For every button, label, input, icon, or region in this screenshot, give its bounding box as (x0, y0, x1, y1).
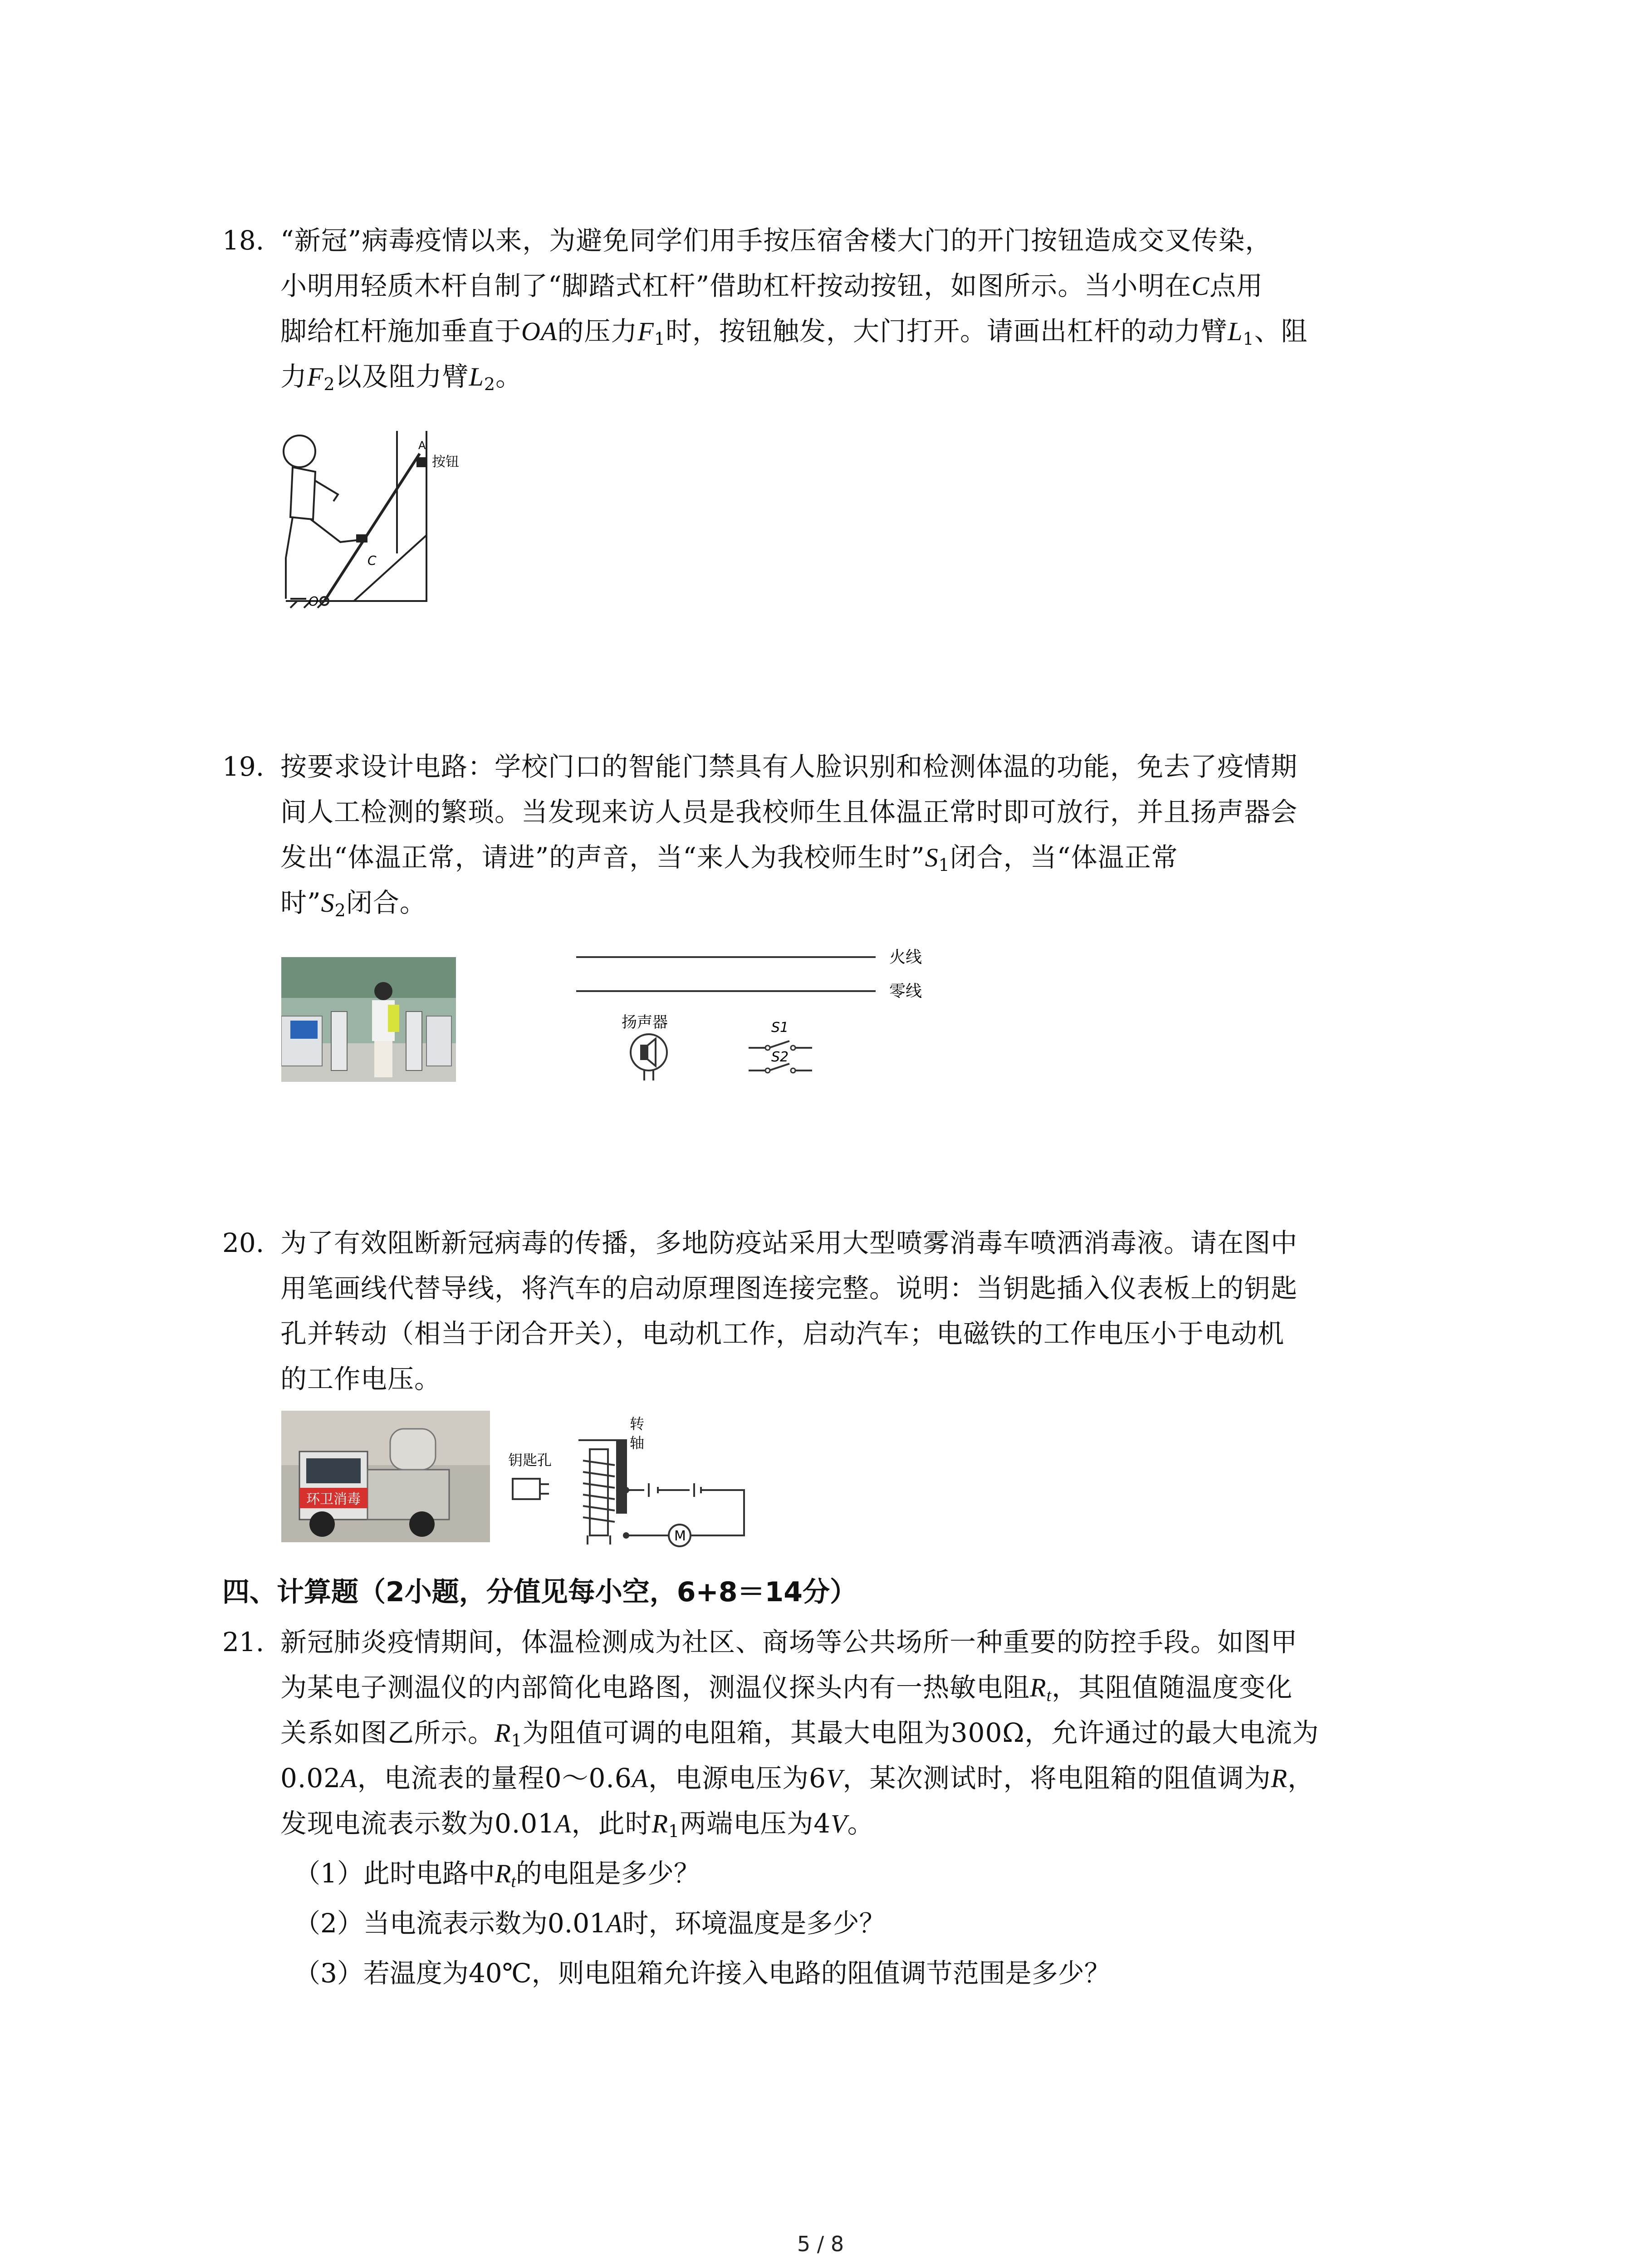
svg-text:轴: 轴 (630, 1434, 645, 1452)
question-number: 20. (222, 1227, 265, 1258)
svg-text:M: M (674, 1528, 686, 1544)
sub-question-1: （1）此时电路中$R_t$的电阻是多少？ (294, 1858, 700, 1891)
svg-text:钥匙孔: 钥匙孔 (508, 1452, 552, 1469)
svg-text:环卫消毒: 环卫消毒 (306, 1491, 361, 1507)
lever-figure (272, 426, 485, 617)
circuit-figure-19 (576, 948, 953, 1089)
truck-photo (281, 1411, 490, 1542)
question-text: “新冠”病毒疫情以来，为避免同学们用手按压宿舍楼大门的开门按钮造成交叉传染， 小明用轻质木杆自制了“脚踏式杠杆”借助杠杆按动按钮，如图所示。当小明在C点用 脚给杠杆施加垂直于OA的压力$F_1$时，按钮触发，大门打开。请画出杠杆的动力臂$L_1$、阻 力$F_2$以及阻力臂$L_2$。 (280, 225, 1308, 394)
question-text: 为了有效阻断新冠病毒的传播，多地防疫站采用大型喷雾消毒车喷洒消毒液。请在图中 用笔画线代替导线，将汽车的启动原理图连接完整。说明：当钥匙插入仪表板上的钥匙 孔并转动（相当于闭合开关），电动机工作，启动汽车；电磁铁的工作电压小于电动机 的工作电压。 (280, 1227, 1298, 1394)
question-number: 21. (222, 1627, 265, 1657)
svg-text:C: C (367, 553, 377, 568)
gate-photo (281, 957, 456, 1082)
section-heading: 四、计算题（2小题，分值见每小空，6+8＝14分） (222, 1576, 857, 1608)
page-number: 5 / 8 (797, 2232, 844, 2256)
question-number: 18. (222, 225, 265, 256)
question-number: 19. (222, 751, 265, 782)
svg-text:按钮: 按钮 (432, 454, 459, 470)
svg-text:扬声器: 扬声器 (622, 1013, 668, 1031)
svg-text:零线: 零线 (889, 982, 922, 1001)
svg-text:A: A (418, 439, 426, 452)
foot-icon (356, 534, 367, 543)
sub-question-2: （2）当电流表示数为0.01A时，环境温度是多少？ (294, 1908, 886, 1939)
svg-text:转: 转 (630, 1415, 645, 1432)
question-text: 按要求设计电路：学校门口的智能门禁具有人脸识别和检测体温的功能，免去了疫情期 间人工检测的繁琐。当发现来访人员是我校师生且体温正常时即可放行，并且扬声器会 发出“体温正常，请进”的声音，当“来人为我校师生时$”S_1$闭合，当“体温正常 时$”S_2$闭合。 (280, 751, 1298, 920)
svg-text:S2: S2 (771, 1049, 789, 1065)
svg-text:O: O (309, 594, 319, 609)
button-icon (416, 457, 426, 467)
question-text: 新冠肺炎疫情期间，体温检测成为社区、商场等公共场所一种重要的防控手段。如图甲 为某电子测温仪的内部简化电路图，测温仪探头内有一热敏电阻$R_t$，其阻值随温度变化 关系如图乙所示。$R_1$为阻值可调的电阻箱，其最大电阻为300Ω，允许通过的最大电流为 0.02A，电流表的量程0～0.6A，电源电压为6V，某次测试时，将电阻箱的阻值调为R， 发现电流表示数为0.01A，此时$R_1$两端电压为4V。 (280, 1627, 1319, 1841)
circuit-figure-20 (508, 1415, 817, 1551)
sub-question-3: （3）若温度为40℃，则电阻箱允许接入电路的阻值调节范围是多少？ (294, 1958, 1111, 1989)
svg-text:S1: S1 (771, 1020, 789, 1036)
svg-text:火线: 火线 (889, 948, 922, 967)
